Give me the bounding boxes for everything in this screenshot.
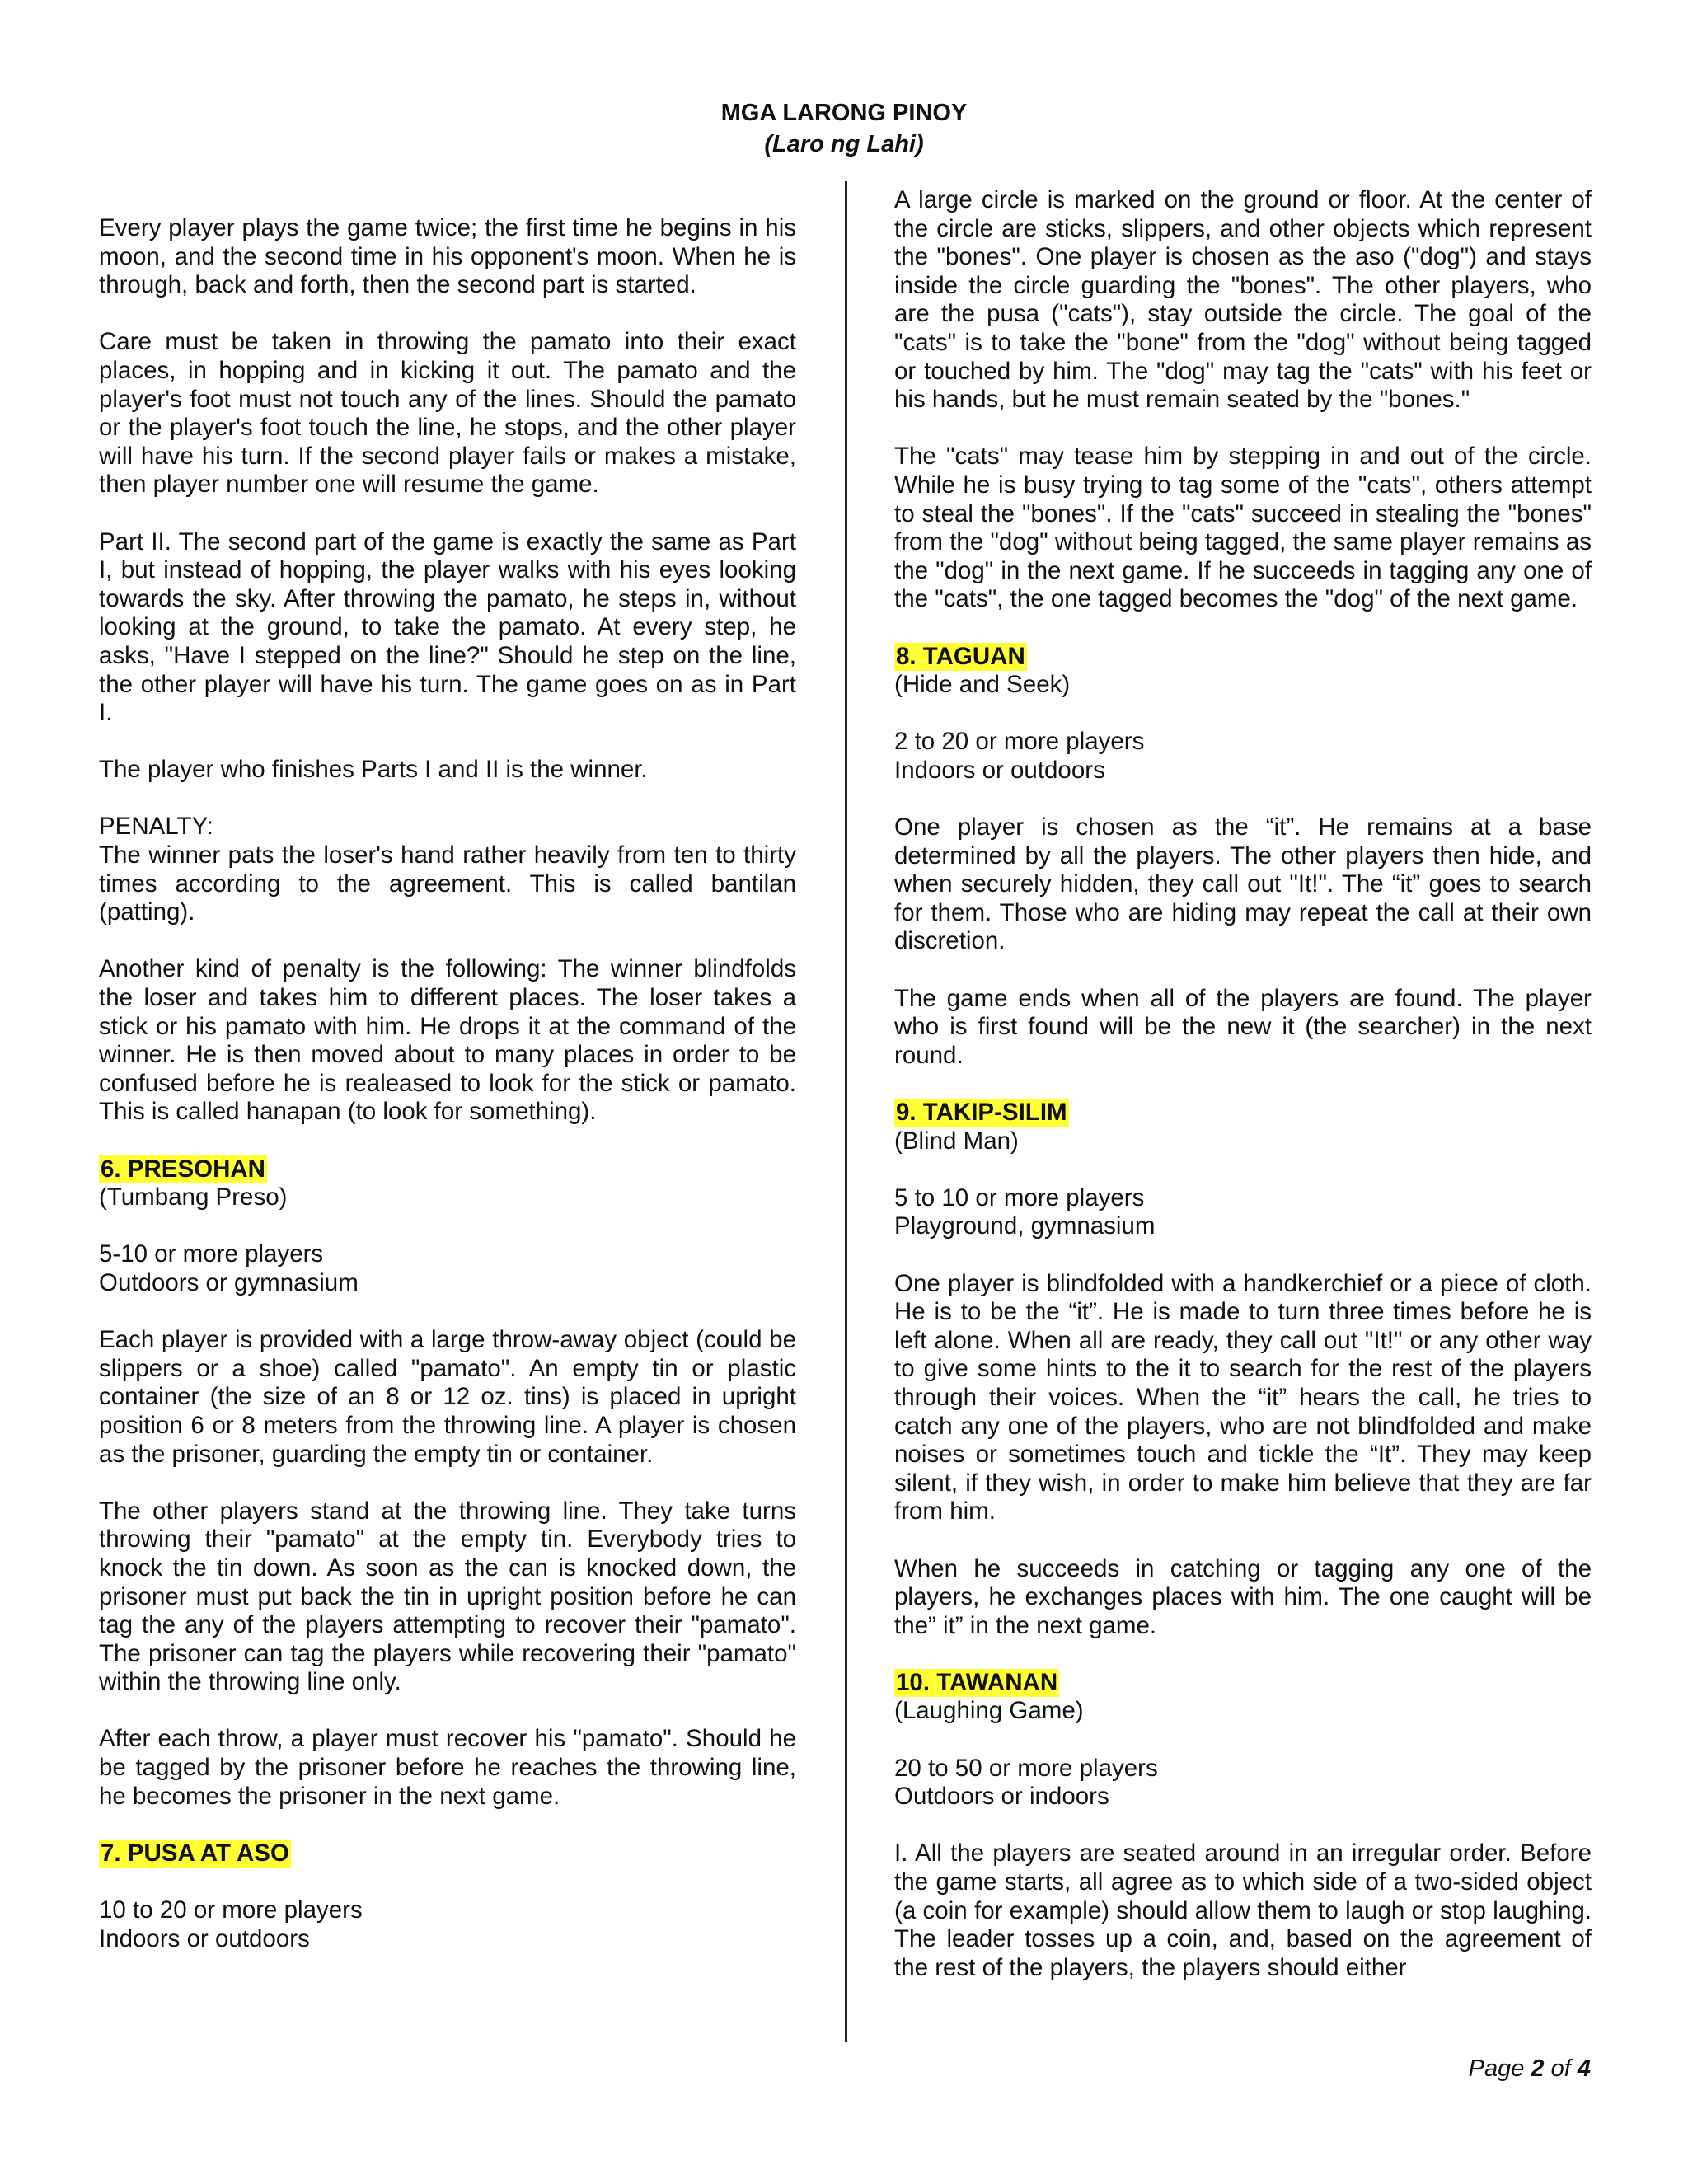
game-heading-7: [99, 1840, 796, 1868]
paragraph: One player is chosen as the “it”. He remains at a base determined by all the players. The other players then hide, and when securely hidden, they call out "It!". The “it” goes to search for them. Those who are hiding may repeat the call at their own discretion.: [894, 813, 1592, 955]
paragraph: The "cats" may tease him by stepping in and out of the circle. While he is busy trying to tag some of the "cats", others attempt to steal the "bones". If the "cats" succeed in stealing the "bones" from the "dog" without being tagged, the same player remains as the "dog" in the next game. If he succeeds in tagging any one of the "cats", the one tagged becomes the "dog" of the next game.: [894, 443, 1592, 613]
player-count: 2 to 20 or more players: [894, 728, 1145, 756]
paragraph: Every player plays the game twice; the first time he begins in his moon, and the second time in his opponent's moon. When he is through, back and forth, then the second part is started.: [99, 214, 796, 299]
paragraph: The other players stand at the throwing line. They take turns throwing their "pamato" at the empty tin. Everybody tries to knock the tin down. As soon as the can is knocked down, the prisoner must put back the tin in upright position before he can tag the any of the players attempting to recover their "pamato". The prisoner can tag the players while recovering their "pamato" within the throwing line only.: [99, 1497, 796, 1696]
game-title: 9. TAKIP-SILIM: [896, 1099, 1067, 1126]
paragraph: When he succeeds in catching or tagging any one of the players, he exchanges places with him. The one caught will be the” it” in the next game.: [894, 1554, 1592, 1639]
total-pages: 4: [1577, 2055, 1591, 2082]
document-title: MGA LARONG PINOY: [720, 100, 968, 126]
play-location: Indoors or outdoors: [894, 756, 1105, 784]
game-subtitle: (Hide and Seek): [894, 671, 1071, 699]
of-word: of: [1550, 2055, 1571, 2082]
game-info: [99, 1240, 796, 1297]
paragraph: Care must be taken in throwing the pamato into their exact places, in hopping and in kicking it out. The pamato and the player's foot must not touch any of the lines. Should the pamato or the player's foot touch the line, he stops, and the other player will have his turn. If the second player fails or makes a mistake, then player number one will resume the game.: [99, 328, 796, 499]
game-heading-8: [894, 643, 1592, 700]
player-count: 10 to 20 or more players: [99, 1896, 363, 1924]
current-page: 2: [1531, 2055, 1545, 2082]
paragraph: A large circle is marked on the ground or floor. At the center of the circle are sticks, slippers, and other objects which represent the "bones". One player is chosen as the aso ("dog") and stays inside the circle guarding the "bones". The other players, who are the pusa ("cats"), stay outside the circle. The goal of the "cats" is to take the "bone" from the "dog" without being tagged or touched by him. The "dog" may tag the "cats" with his feet or his hands, but he must remain seated by the "bones.": [894, 186, 1592, 414]
game-info: [99, 1896, 796, 1953]
page-number: [1469, 2055, 1591, 2083]
left-column: [99, 214, 796, 1982]
game-heading-10: [894, 1669, 1592, 1726]
play-location: Playground, gymnasium: [894, 1212, 1156, 1240]
player-count: 5-10 or more players: [99, 1240, 324, 1268]
game-subtitle: (Blind Man): [894, 1127, 1019, 1155]
player-count: 5 to 10 or more players: [894, 1183, 1145, 1212]
game-heading-6: [99, 1155, 796, 1212]
play-location: Outdoors or indoors: [894, 1783, 1109, 1811]
player-count: 20 to 50 or more players: [894, 1754, 1158, 1782]
game-subtitle: (Tumbang Preso): [99, 1183, 288, 1212]
game-title: 6. PRESOHAN: [101, 1155, 265, 1183]
game-title: 8. TAGUAN: [896, 642, 1025, 670]
document-subtitle: (Laro ng Lahi): [764, 131, 924, 157]
paragraph: The player who finishes Parts I and II is the winner.: [99, 756, 648, 784]
paragraph: Part II. The second part of the game is exactly the same as Part I, but instead of hopping, the player walks with his eyes looking towards the sky. After throwing the pamato, he steps in, without looking at the ground, to take the pamato. At every step, he asks, "Have I stepped on the line?" Should he step on the line, the other player will have his turn. The game goes on as in Part I.: [99, 527, 796, 727]
game-info: [894, 1184, 1592, 1241]
paragraph: Each player is provided with a large throw-away object (could be slippers or a shoe) called "pamato". An empty tin or plastic container (the size of an 8 or 12 oz. tins) is placed in upright position 6 or 8 meters from the throwing line. A player is chosen as the prisoner, guarding the empty tin or container.: [99, 1326, 796, 1468]
paragraph: The game ends when all of the players are found. The player who is first found will be the new it (the searcher) in the next round.: [894, 984, 1592, 1069]
game-info: [894, 1755, 1592, 1811]
penalty-section: [99, 813, 796, 926]
paragraph: Another kind of penalty is the following: The winner blindfolds the loser and takes him to different places. The loser takes a stick or his pamato with him. He drops it at the command of the winner. He is then moved about to many places in order to be confused before he is realeased to look for the stick or pamato. This is called hanapan (to look for something).: [99, 955, 796, 1126]
play-location: Outdoors or gymnasium: [99, 1268, 359, 1296]
game-subtitle: (Laughing Game): [894, 1697, 1084, 1725]
paragraph: After each throw, a player must recover his "pamato". Should he be tagged by the prisoner before he reaches the throwing line, he becomes the prisoner in the next game.: [99, 1725, 796, 1810]
game-info: [894, 728, 1592, 785]
page-word: Page: [1468, 2055, 1525, 2082]
document-header: [0, 97, 1688, 160]
game-title: 10. TAWANAN: [896, 1668, 1058, 1696]
paragraph: The winner pats the loser's hand rather heavily from ten to thirty times according to the agreement. This is called bantilan (patting).: [99, 841, 796, 926]
paragraph: I. All the players are seated around in an irregular order. Before the game starts, all agree as to which side of a two-sided object (a coin for example) should allow them to laugh or stop laughing. The leader tosses up a coin, and, based on the agreement of the rest of the players, the players should either: [894, 1840, 1592, 1981]
penalty-label: PENALTY:: [99, 813, 213, 841]
right-column: [894, 186, 1592, 1982]
play-location: Indoors or outdoors: [99, 1924, 310, 1952]
paragraph: One player is blindfolded with a handkerchief or a piece of cloth. He is to be the “it”. He is made to turn three times before he is left alone. When all are ready, they call out "It!" or any other way to give some hints to the it to search for the rest of the players through their voices. When the “it” hears the call, he tries to catch any one of the players, who are not blindfolded and make noises or sometimes touch and tickle the “It”. They may keep silent, if they wish, in order to make him believe that they are far from him.: [894, 1269, 1592, 1526]
game-heading-9: [894, 1099, 1592, 1155]
column-divider: [845, 181, 847, 2042]
game-title: 7. PUSA AT ASO: [101, 1839, 289, 1867]
